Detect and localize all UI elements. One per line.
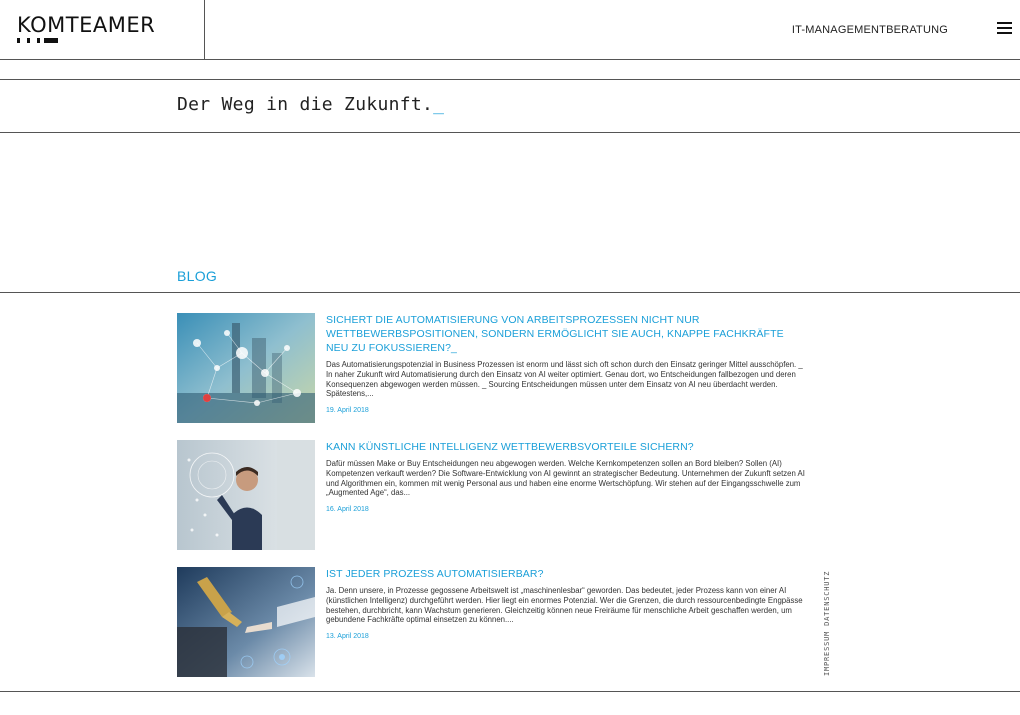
hero-cursor: _ bbox=[433, 94, 445, 115]
post-title-link[interactable]: SICHERT DIE AUTOMATISIERUNG VON ARBEITSPROZESSEN NICHT NUR WETTBEWERBSPOSITIONEN, SONDERN ERMÖGLICHT SIE AUCH, KNAPPE FACHKRÄFTE NEU ZU FOKUSSIEREN?_ bbox=[326, 314, 784, 354]
post-thumbnail-image[interactable] bbox=[177, 567, 315, 677]
site-header bbox=[0, 0, 1020, 60]
post-excerpt: Dafür müssen Make or Buy Entscheidungen neu abgewogen werden. Welche Kernkompetenzen sollen an Bord bleiben? Sollen (AI) Kompetenzen verkauft werden? Die Software-Entwicklung von AI gewinnt an strategischer Bedeutung. Unternehmen der Zukunft setzen AI und Algorithmen ein, kommen mit wenig Personal aus und haben eine enorme Wertschöpfung. Wir stehen auf der Eingangsschwelle zum „Augmented Age“, das... bbox=[326, 459, 805, 498]
logo[interactable] bbox=[0, 0, 205, 60]
post-title-link[interactable]: IST JEDER PROZESS AUTOMATISIERBAR? bbox=[326, 568, 544, 580]
post-date: 13. April 2018 bbox=[326, 633, 369, 641]
hero-banner bbox=[0, 79, 1020, 133]
post-body bbox=[326, 313, 806, 414]
blog-post bbox=[177, 313, 807, 425]
divider bbox=[0, 691, 1020, 692]
datenschutz-link[interactable]: DATENSCHUTZ bbox=[823, 570, 831, 626]
post-thumbnail-image[interactable] bbox=[177, 440, 315, 550]
post-date: 16. April 2018 bbox=[326, 506, 369, 514]
post-body bbox=[326, 567, 806, 640]
post-body bbox=[326, 440, 806, 513]
blog-heading: BLOG bbox=[177, 268, 218, 284]
impressum-link[interactable]: IMPRESSUM bbox=[823, 630, 831, 676]
hero-title-text: Der Weg in die Zukunft. bbox=[177, 94, 434, 115]
hamburger-menu-icon[interactable] bbox=[997, 22, 1012, 35]
post-date: 19. April 2018 bbox=[326, 407, 369, 415]
divider bbox=[0, 292, 1020, 293]
footer-links bbox=[823, 566, 831, 676]
post-excerpt: Das Automatisierungspotenzial in Business Prozessen ist enorm und lässt sich oft schon durch den Einsatz geringer Mittel ausschöpfen. _ In naher Zukunft wird Automatisierung durch den Einsatz von AI weiter optimiert. Genau dort, wo Entscheidungen fallbezogen und deren Konsequenzen abgewogen werden müssen. _ Sourcing Entscheidungen müssen unter dem Einsatz von AI neu überdacht werden. Spätestens,... bbox=[326, 360, 803, 399]
post-excerpt: Ja. Denn unsere, in Prozesse gegossene Arbeitswelt ist „maschinenlesbar“ geworden. Das bedeutet, jeder Prozess kann von einer AI (künstlichen Intelligenz) durchgeführt werden. Hier liegt ein enormes Potenzial. Wer die Grenzen, die durch ressourcenbedingte Engpässe bestehen, durchbricht, kann Wachstum generieren. Gleichzeitig können neue Freiräume für menschliche Arbeit geschaffen werden, um gebundene Fachkräfte optimal einsetzen zu können.... bbox=[326, 586, 803, 625]
logo-text: KOMTEAMER bbox=[17, 13, 156, 37]
blog-post bbox=[177, 567, 807, 679]
post-thumbnail-image[interactable] bbox=[177, 313, 315, 423]
hero-title bbox=[177, 94, 444, 115]
nav-link-it-managementberatung[interactable]: IT-MANAGEMENTBERATUNG bbox=[791, 24, 948, 36]
post-title-link[interactable]: KANN KÜNSTLICHE INTELLIGENZ WETTBEWERBSVORTEILE SICHERN? bbox=[326, 441, 694, 453]
blog-post bbox=[177, 440, 807, 552]
